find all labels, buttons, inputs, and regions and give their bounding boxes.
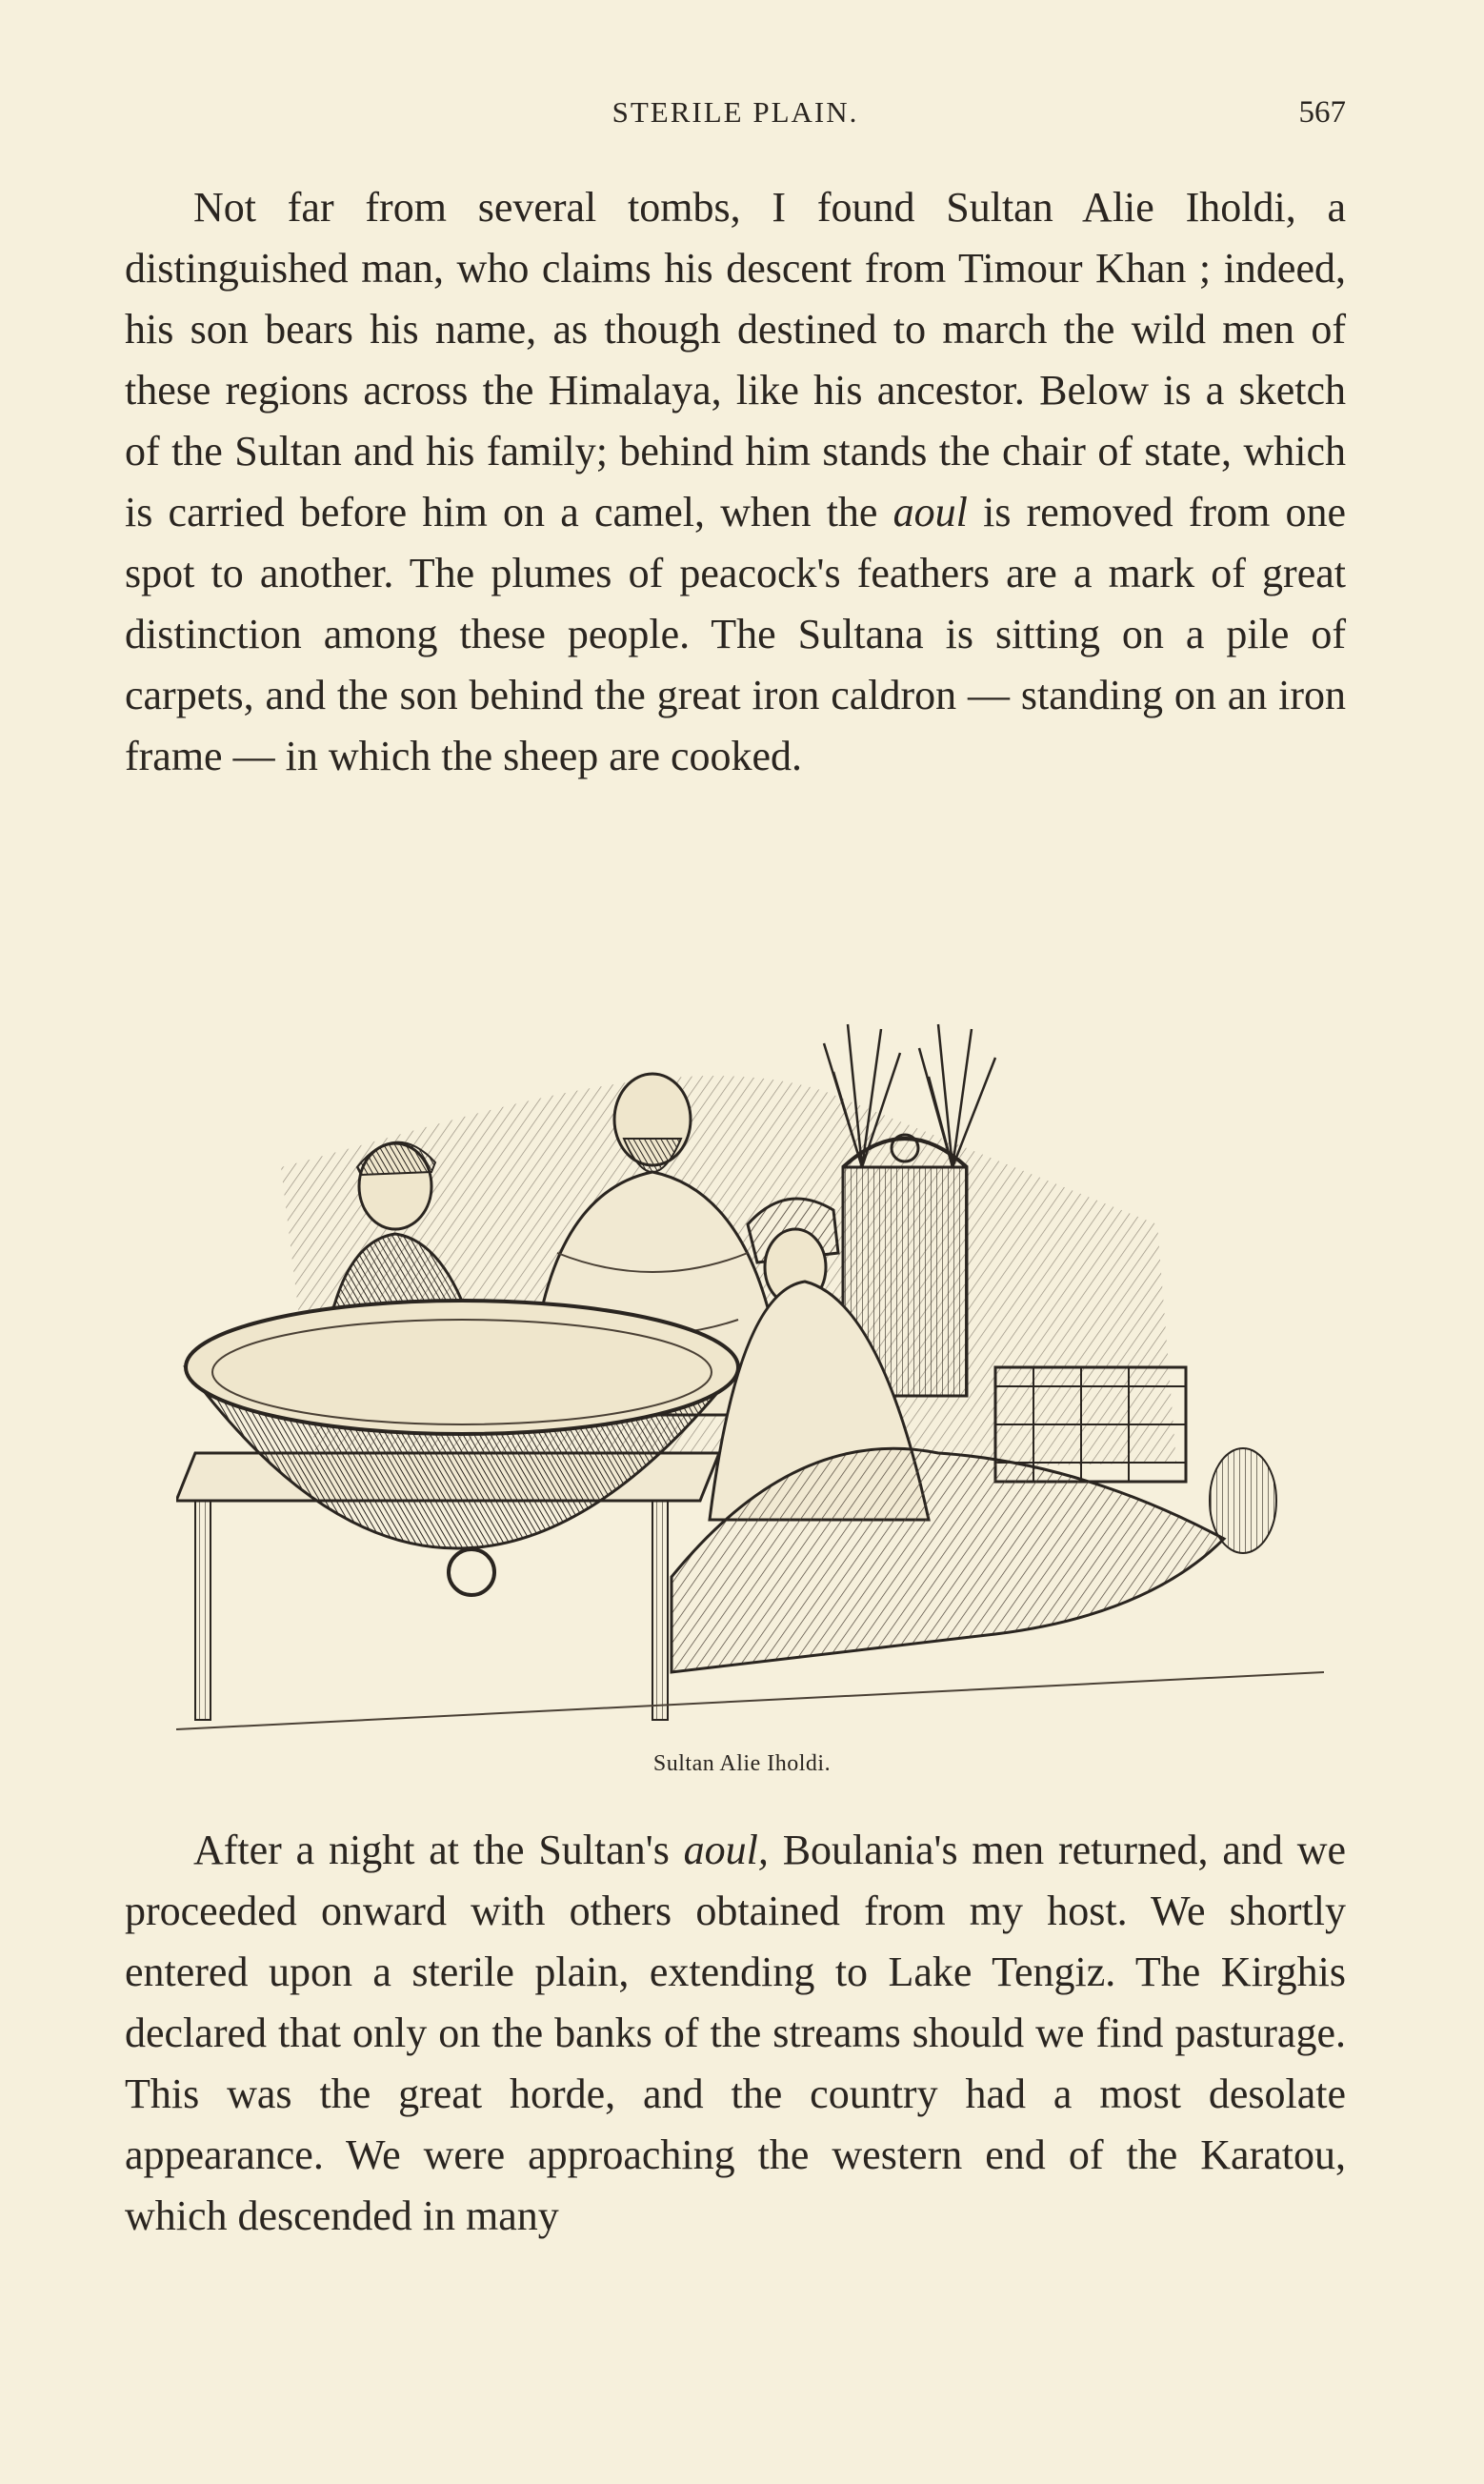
paragraph-2-italic-aoul: aoul, — [683, 1827, 769, 1873]
paragraph-1 — [125, 177, 1346, 787]
engraving-svg — [176, 1005, 1324, 1739]
paragraph-1-italic-aoul: aoul — [892, 489, 968, 535]
paragraph-2-text-a: After a night at the Sultan's — [193, 1827, 670, 1873]
paragraph-1-text-a: Not far from several tombs, I found Sultan Alie Iholdi, a distinguished man, who claims his descent from Timour Khan ; indeed, his son bears his name, as though destined to march the wild men of these regions across the Himalaya, like his ancestor. Below is a sketch of the Sultan and his family; behind him stands the chair of state, which is carried before him on a camel, when the — [125, 184, 1346, 535]
page-number: 567 — [1298, 95, 1346, 130]
paragraph-2 — [125, 1820, 1346, 2247]
ground-line — [176, 1672, 1324, 1729]
paragraph-2-text-b: Boulania's men returned, and we proceeded onward with others obtained from my host. We shortly entered upon a sterile plain, extending to Lake Tengiz. The Kirghis declared that only on the banks of the streams should we find pasturage. This was the great horde, and the country had a most desolate appearance. We were approaching the western end of the Karatou, which descended in many — [125, 1827, 1347, 2239]
figure-caption: Sultan Alie Iholdi. — [652, 1751, 832, 1776]
paragraph-1-text-b: is removed from one spot to another. The plumes of peacock's feathers are a mark of great distinction among these people. The Sultana is sitting on a pile of carpets, and the son behind the great iron caldron — standing on an iron frame — in which the sheep are cooked. — [125, 489, 1347, 779]
running-head: STERILE PLAIN. — [612, 95, 859, 129]
page-header — [125, 95, 1346, 143]
engraving-illustration — [176, 1005, 1324, 1739]
